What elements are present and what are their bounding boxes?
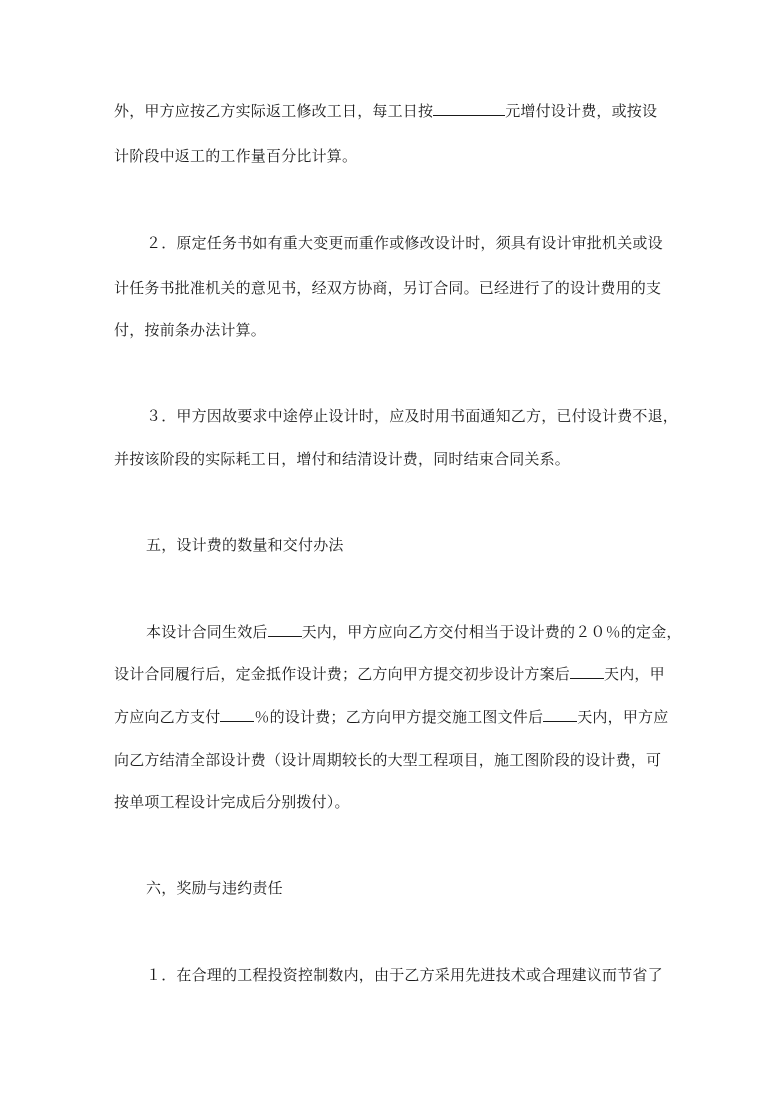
section-5-line-5: 按单项工程设计完成后分别拨付）。: [114, 793, 350, 811]
para-3-line-2: 并按该阶段的实际耗工日，增付和结清设计费，同时结束合同关系。: [114, 450, 571, 468]
text-fragment: 天内，甲: [604, 665, 665, 683]
section-5-line-2: [114, 664, 674, 684]
text-fragment: 天内，甲方应向乙方交付相当于设计费的２０％的定金，: [301, 623, 682, 641]
text-fragment: 设计合同履行后，定金抵作设计费；乙方向甲方提交初步设计方案后: [114, 665, 571, 683]
blank-line: [268, 622, 302, 637]
blank-line: [220, 707, 254, 722]
text-fragment: 方应向乙方支付: [114, 708, 221, 726]
section-5-heading: 五，设计费的数量和交付办法: [146, 536, 344, 554]
section-5-line-4: 向乙方结清全部设计费（设计周期较长的大型工程项目，施工图阶段的设计费，可: [114, 751, 662, 769]
section-6-heading: 六，奖励与违约责任: [146, 879, 283, 897]
text-fragment: 外，甲方应按乙方实际返工修改工日，每工日按: [114, 102, 434, 120]
text-fragment: 元增付设计费，或按设: [505, 102, 658, 120]
text-fragment: ％的设计费；乙方向甲方提交施工图文件后: [254, 708, 544, 726]
para-2-line-3: 付，按前条办法计算。: [114, 321, 267, 339]
para-2-line-2: 计任务书批准机关的意见书，经双方协商，另订合同。已经进行了的设计费用的支: [114, 279, 662, 297]
para-intro-line-1: [114, 101, 674, 121]
para-2-line-1: ２．原定任务书如有重大变更而重作或修改设计时，须具有设计审批机关或设: [146, 234, 663, 252]
text-fragment: 天内，甲方应: [577, 708, 669, 726]
section-5-line-1: [146, 622, 706, 642]
para-intro-line-2: 计阶段中返工的工作量百分比计算。: [114, 147, 358, 165]
blank-line: [570, 664, 604, 679]
text-fragment: 本设计合同生效后: [146, 623, 268, 641]
section-6-line-1: １．在合理的工程投资控制数内，由于乙方采用先进技术或合理建议而节省了: [146, 966, 663, 984]
section-5-line-3: [114, 707, 674, 727]
blank-line: [433, 101, 505, 116]
para-3-line-1: ３．甲方因故要求中途停止设计时，应及时用书面通知乙方，已付设计费不退，: [146, 407, 679, 425]
blank-line: [543, 707, 577, 722]
